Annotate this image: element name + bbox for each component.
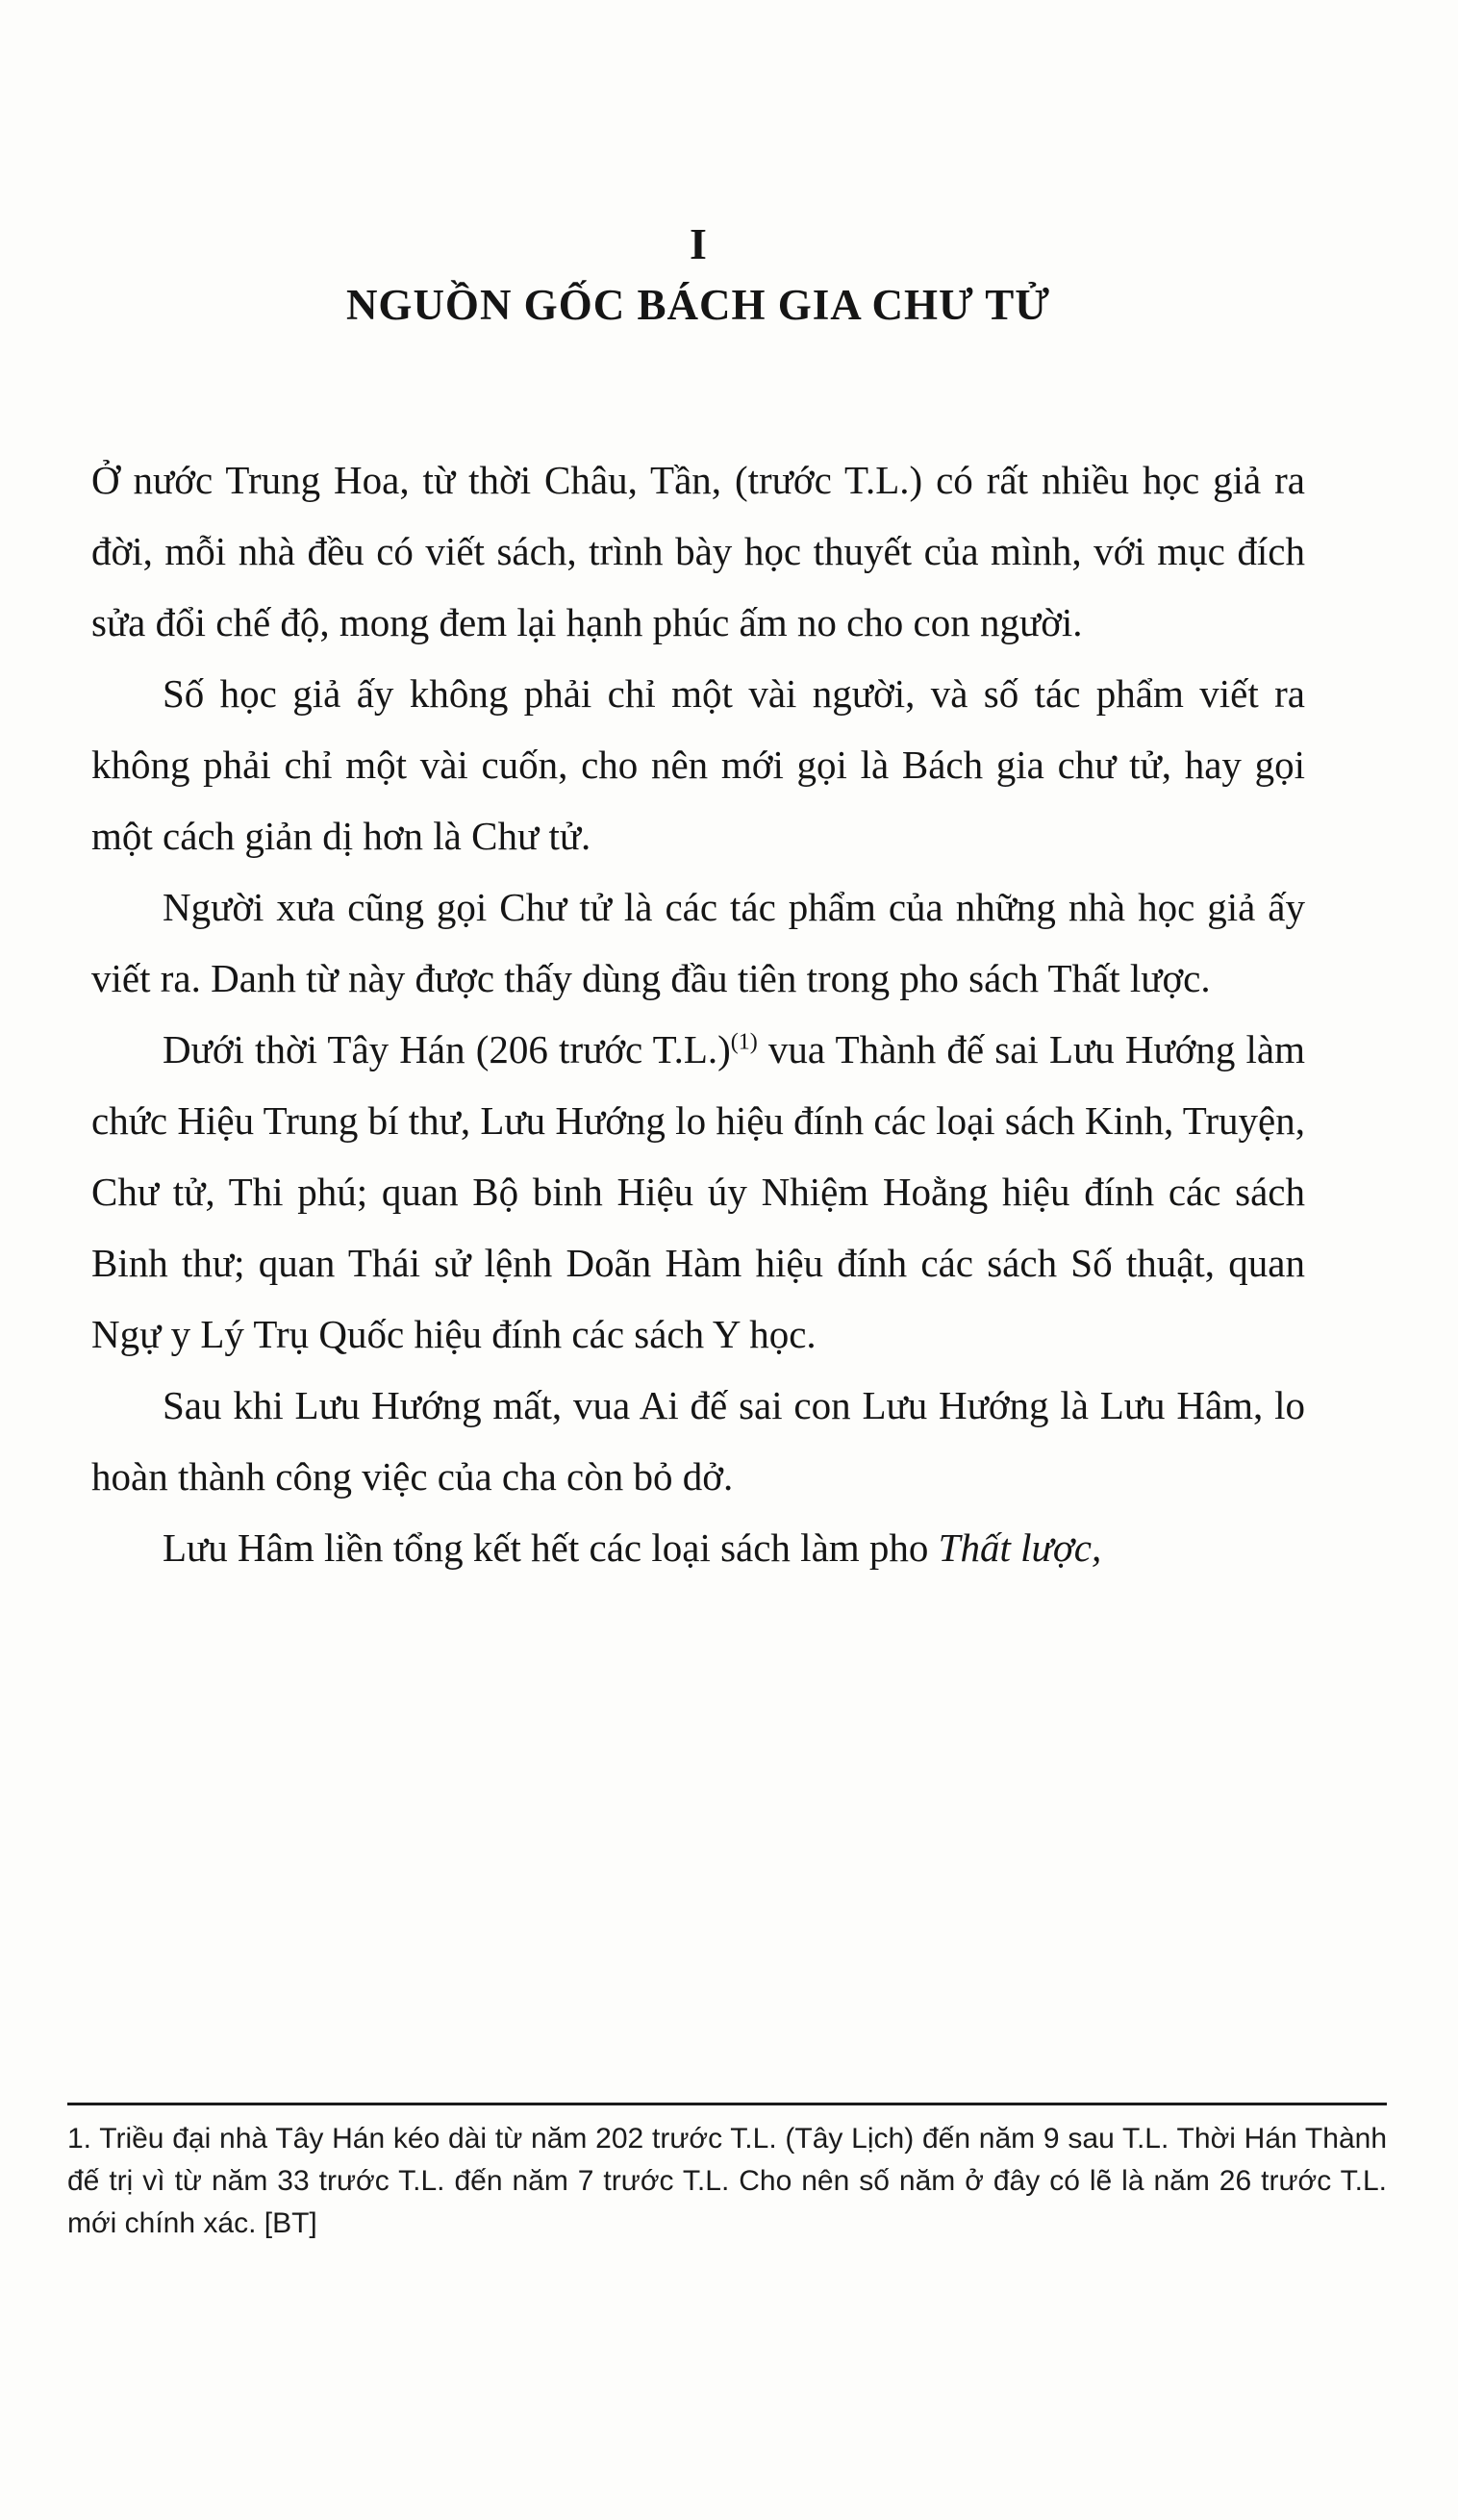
- paragraph: [91, 1370, 1305, 1512]
- paragraph: [91, 444, 1305, 658]
- text-segment: Ở nước Trung Hoa, từ thời Châu, Tần, (trước T.L.) có rất nhiều học giả ra đời, mỗi nhà đều có viết sách, trình bày học thuyết của mình, với mục đích sửa đổi chế độ, mong đem lại hạnh phúc ấm no cho con người.: [91, 458, 1305, 644]
- text-segment: Số học giả ấy không phải chỉ một vài người, và số tác phẩm viết ra không phải chỉ một vài cuốn, cho nên mới gọi là Bách gia chư tử, hay gọi một cách giản dị hơn là Chư tử.: [91, 671, 1305, 858]
- text-segment: Người xưa cũng gọi Chư tử là các tác phẩm của những nhà học giả ấy viết ra. Danh từ này được thấy dùng đầu tiên trong pho sách Thất lược.: [91, 885, 1305, 1000]
- paragraph: [91, 658, 1305, 871]
- paragraph: [91, 1014, 1305, 1370]
- text-segment: Sau khi Lưu Hướng mất, vua Ai đế sai con Lưu Hướng là Lưu Hâm, lo hoàn thành công việc của cha còn bỏ dở.: [91, 1383, 1305, 1499]
- footnote-text: 1. Triều đại nhà Tây Hán kéo dài từ năm 202 trước T.L. (Tây Lịch) đến năm 9 sau T.L. Thời Hán Thành đế trị vì từ năm 33 trước T.L. đến năm 7 trước T.L. Cho nên số năm ở đây có lẽ là năm 26 trước T.L. mới chính xác. [BT]: [67, 2123, 1387, 2239]
- text-segment: Lưu Hâm liền tổng kết hết các loại sách làm pho: [163, 1525, 939, 1570]
- text-segment: Thất lược,: [938, 1525, 1102, 1570]
- chapter-number: I: [690, 219, 707, 268]
- paragraph: [91, 1512, 1305, 1583]
- text-segment: vua Thành đế sai Lưu Hướng làm chức Hiệu Trung bí thư, Lưu Hướng lo hiệu đính các loại sách Kinh, Truyện, Chư tử, Thi phú; quan Bộ binh Hiệu úy Nhiệm Hoằng hiệu đính các sách Binh thư; quan Thái sử lệnh Doãn Hàm hiệu đính các sách Số thuật, quan Ngự y Lý Trụ Quốc hiệu đính các sách Y học.: [91, 1027, 1305, 1356]
- text-segment: Dưới thời Tây Hán (206 trước T.L.): [163, 1027, 731, 1071]
- paragraph: [91, 871, 1305, 1014]
- footnote-rule: [67, 2103, 1387, 2105]
- text-segment: (1): [730, 1029, 758, 1055]
- page-title: NGUỒN GỐC BÁCH GIA CHƯ TỬ: [345, 281, 1051, 329]
- body-text: [91, 444, 1305, 1583]
